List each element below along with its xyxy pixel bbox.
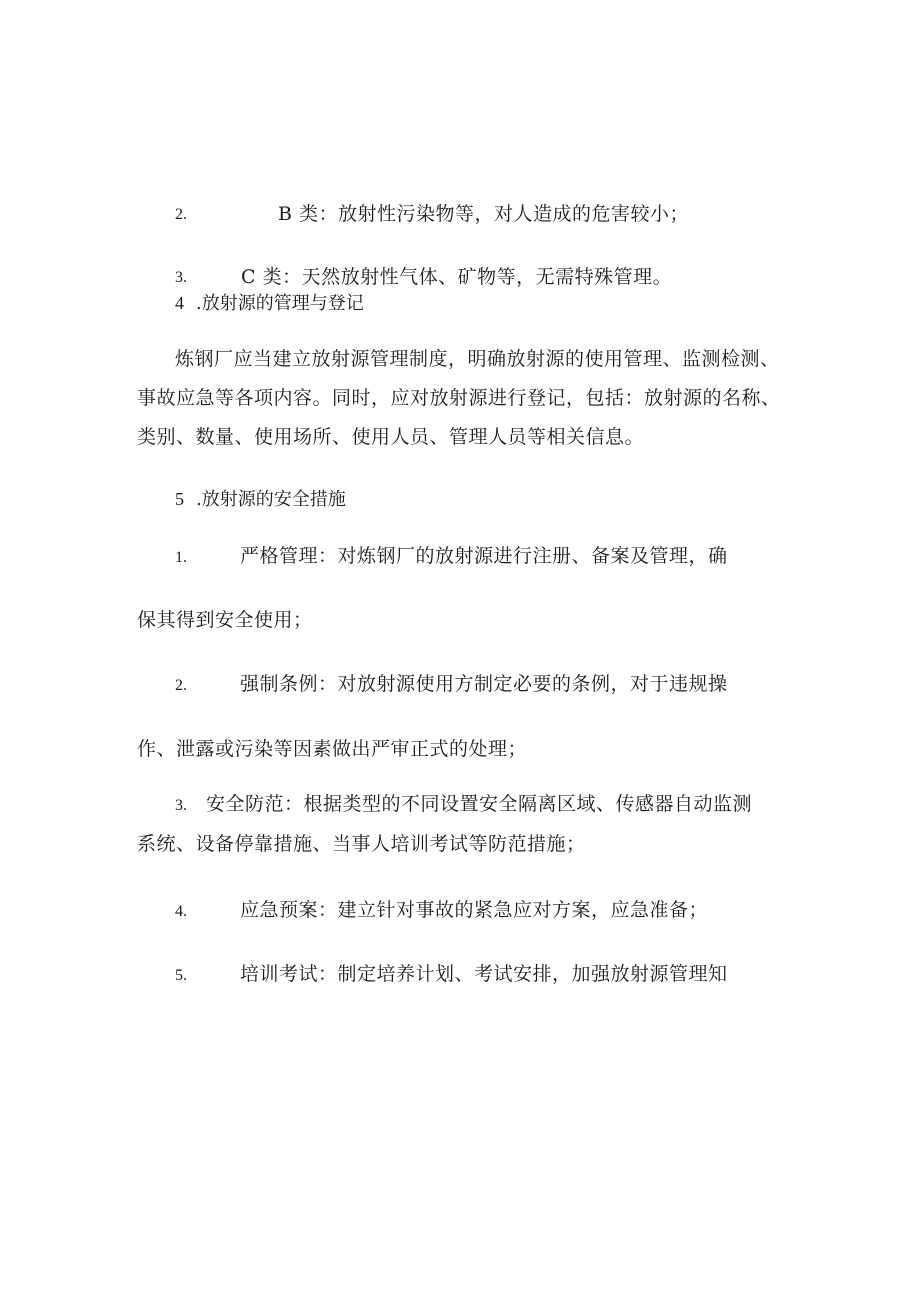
- paragraph-line-1: 炼钢厂应当建立放射源管理制度，明确放射源的使用管理、监测检测、: [175, 348, 780, 370]
- section-5-heading: [175, 486, 346, 513]
- measure-2-line-2: 作、泄露或污染等因素做出严审正式的处理；: [137, 738, 528, 760]
- measure-4-line-1: 应急预案：建立针对事故的紧急应对方案，应急准备；: [240, 899, 709, 921]
- measure-3-number: 3.: [175, 797, 187, 814]
- measure-2-number: 2.: [175, 677, 187, 694]
- list-number-c: 3.: [175, 269, 187, 286]
- section-4-paragraph: [137, 340, 787, 457]
- measure-2-line-1: 强制条例：对放射源使用方制定必要的条例，对于违规操: [240, 673, 728, 695]
- paragraph-line-3: 类别、数量、使用场所、使用人员、管理人员等相关信息。: [137, 426, 645, 448]
- measure-1-line-2: 保其得到安全使用；: [137, 609, 313, 631]
- measure-5-line-1: 培训考试：制定培养计划、考试安排，加强放射源管理知: [240, 963, 728, 985]
- measure-1-number: 1.: [175, 549, 187, 566]
- section-5-number: 5: [175, 489, 184, 509]
- measure-4-number: 4.: [175, 903, 187, 920]
- section-4-number: 4: [175, 293, 184, 313]
- measure-3-line-2: 系统、设备停靠措施、当事人培训考试等防范措施；: [137, 833, 586, 855]
- list-text-c: C 类：天然放射性气体、矿物等，无需特殊管理。: [241, 266, 673, 288]
- paragraph-line-2: 事故应急等各项内容。同时，应对放射源进行登记，包括：放射源的名称、: [137, 387, 781, 409]
- section-4-heading: [175, 290, 364, 317]
- list-number-b: 2.: [175, 206, 187, 223]
- section-4-title: .放射源的管理与登记: [196, 293, 364, 314]
- section-5-title: .放射源的安全措施: [196, 489, 346, 510]
- list-text-b: B 类：放射性污染物等，对人造成的危害较小；: [278, 203, 690, 225]
- measure-1-line-1: 严格管理：对炼钢厂的放射源进行注册、备案及管理，确: [240, 545, 728, 567]
- measure-5-number: 5.: [175, 967, 187, 984]
- measure-3-line-1: 安全防范：根据类型的不同设置安全隔离区域、传感器自动监测: [206, 793, 753, 815]
